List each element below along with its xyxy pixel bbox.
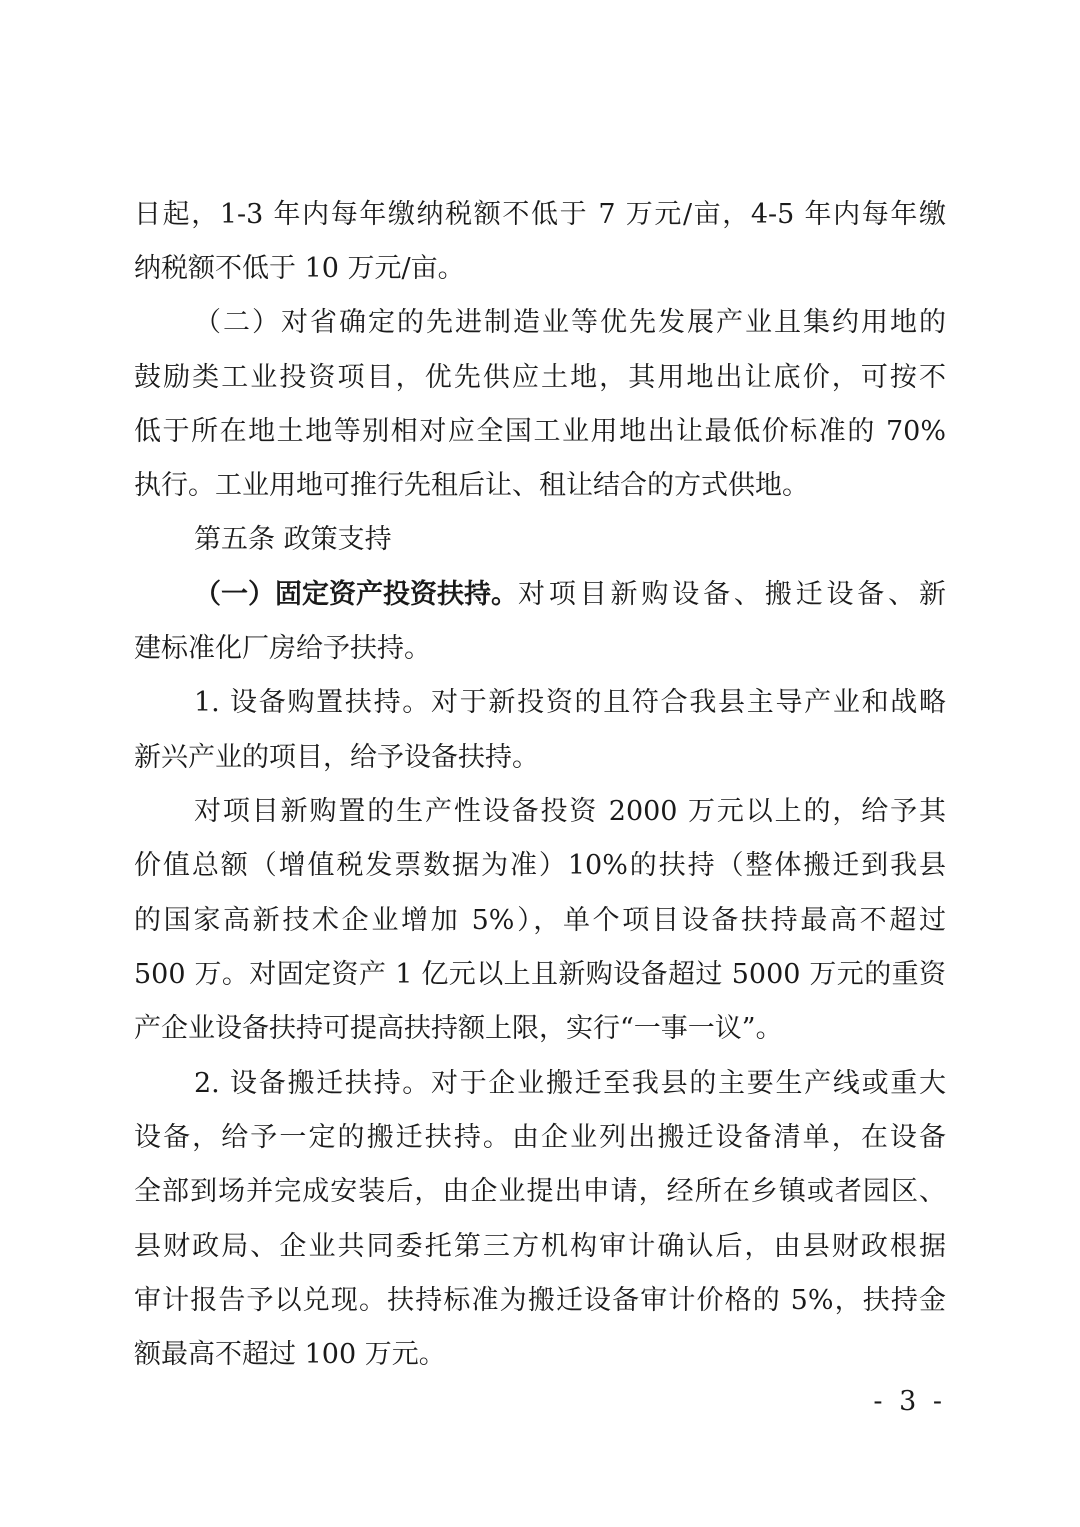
text-line-19: 全部到场并完成安装后，由企业提出申请，经所在乡镇或者园区、 — [134, 1176, 946, 1207]
text-line-16: 产企业设备扶持可提高扶持额上限，实行“一事一议”。 — [134, 1013, 783, 1044]
text-line-6: 执行。工业用地可推行先租后让、租让结合的方式供地。 — [134, 470, 809, 501]
text-line-13: 价值总额（增值税发票数据为准）10%的扶持（整体搬迁到我县 — [134, 850, 946, 881]
bold-subheading: （一）固定资产投资扶持。 — [194, 579, 518, 610]
text-line-17: 2. 设备搬迁扶持。对于企业搬迁至我县的主要生产线或重大 — [194, 1068, 946, 1099]
text-line-8 — [194, 578, 946, 612]
text-line-4: 鼓励类工业投资项目，优先供应土地，其用地出让底价，可按不 — [134, 362, 946, 393]
text-line-21: 审计报告予以兑现。扶持标准为搬迁设备审计价格的 5%，扶持金 — [134, 1285, 946, 1316]
page-number: - 3 - — [873, 1386, 946, 1417]
text-line-20: 县财政局、企业共同委托第三方机构审计确认后，由县财政根据 — [134, 1231, 946, 1262]
text-line-12: 对项目新购置的生产性设备投资 2000 万元以上的，给予其 — [194, 796, 946, 827]
text-line-11: 新兴产业的项目，给予设备扶持。 — [134, 742, 539, 773]
text-line-22: 额最高不超过 100 万元。 — [134, 1339, 446, 1370]
text-line-2: 纳税额不低于 10 万元/亩。 — [134, 253, 465, 284]
section-heading: 第五条 政策支持 — [194, 524, 392, 555]
text-line-15: 500 万。对固定资产 1 亿元以上且新购设备超过 5000 万元的重资 — [134, 959, 946, 990]
text-line-5: 低于所在地土地等别相对应全国工业用地出让最低价标准的 70% — [134, 416, 946, 447]
text-line-10: 1. 设备购置扶持。对于新投资的且符合我县主导产业和战略 — [194, 687, 946, 718]
text-line-18: 设备，给予一定的搬迁扶持。由企业列出搬迁设备清单，在设备 — [134, 1122, 946, 1153]
text-line-3: （二）对省确定的先进制造业等优先发展产业且集约用地的 — [194, 307, 946, 338]
text-line-14: 的国家高新技术企业增加 5%），单个项目设备扶持最高不超过 — [134, 905, 946, 936]
text-line-1: 日起，1-3 年内每年缴纳税额不低于 7 万元/亩，4-5 年内每年缴 — [134, 199, 946, 230]
text-line-9: 建标准化厂房给予扶持。 — [134, 633, 431, 664]
subheading-text: 对项目新购设备、搬迁设备、新 — [518, 579, 946, 610]
